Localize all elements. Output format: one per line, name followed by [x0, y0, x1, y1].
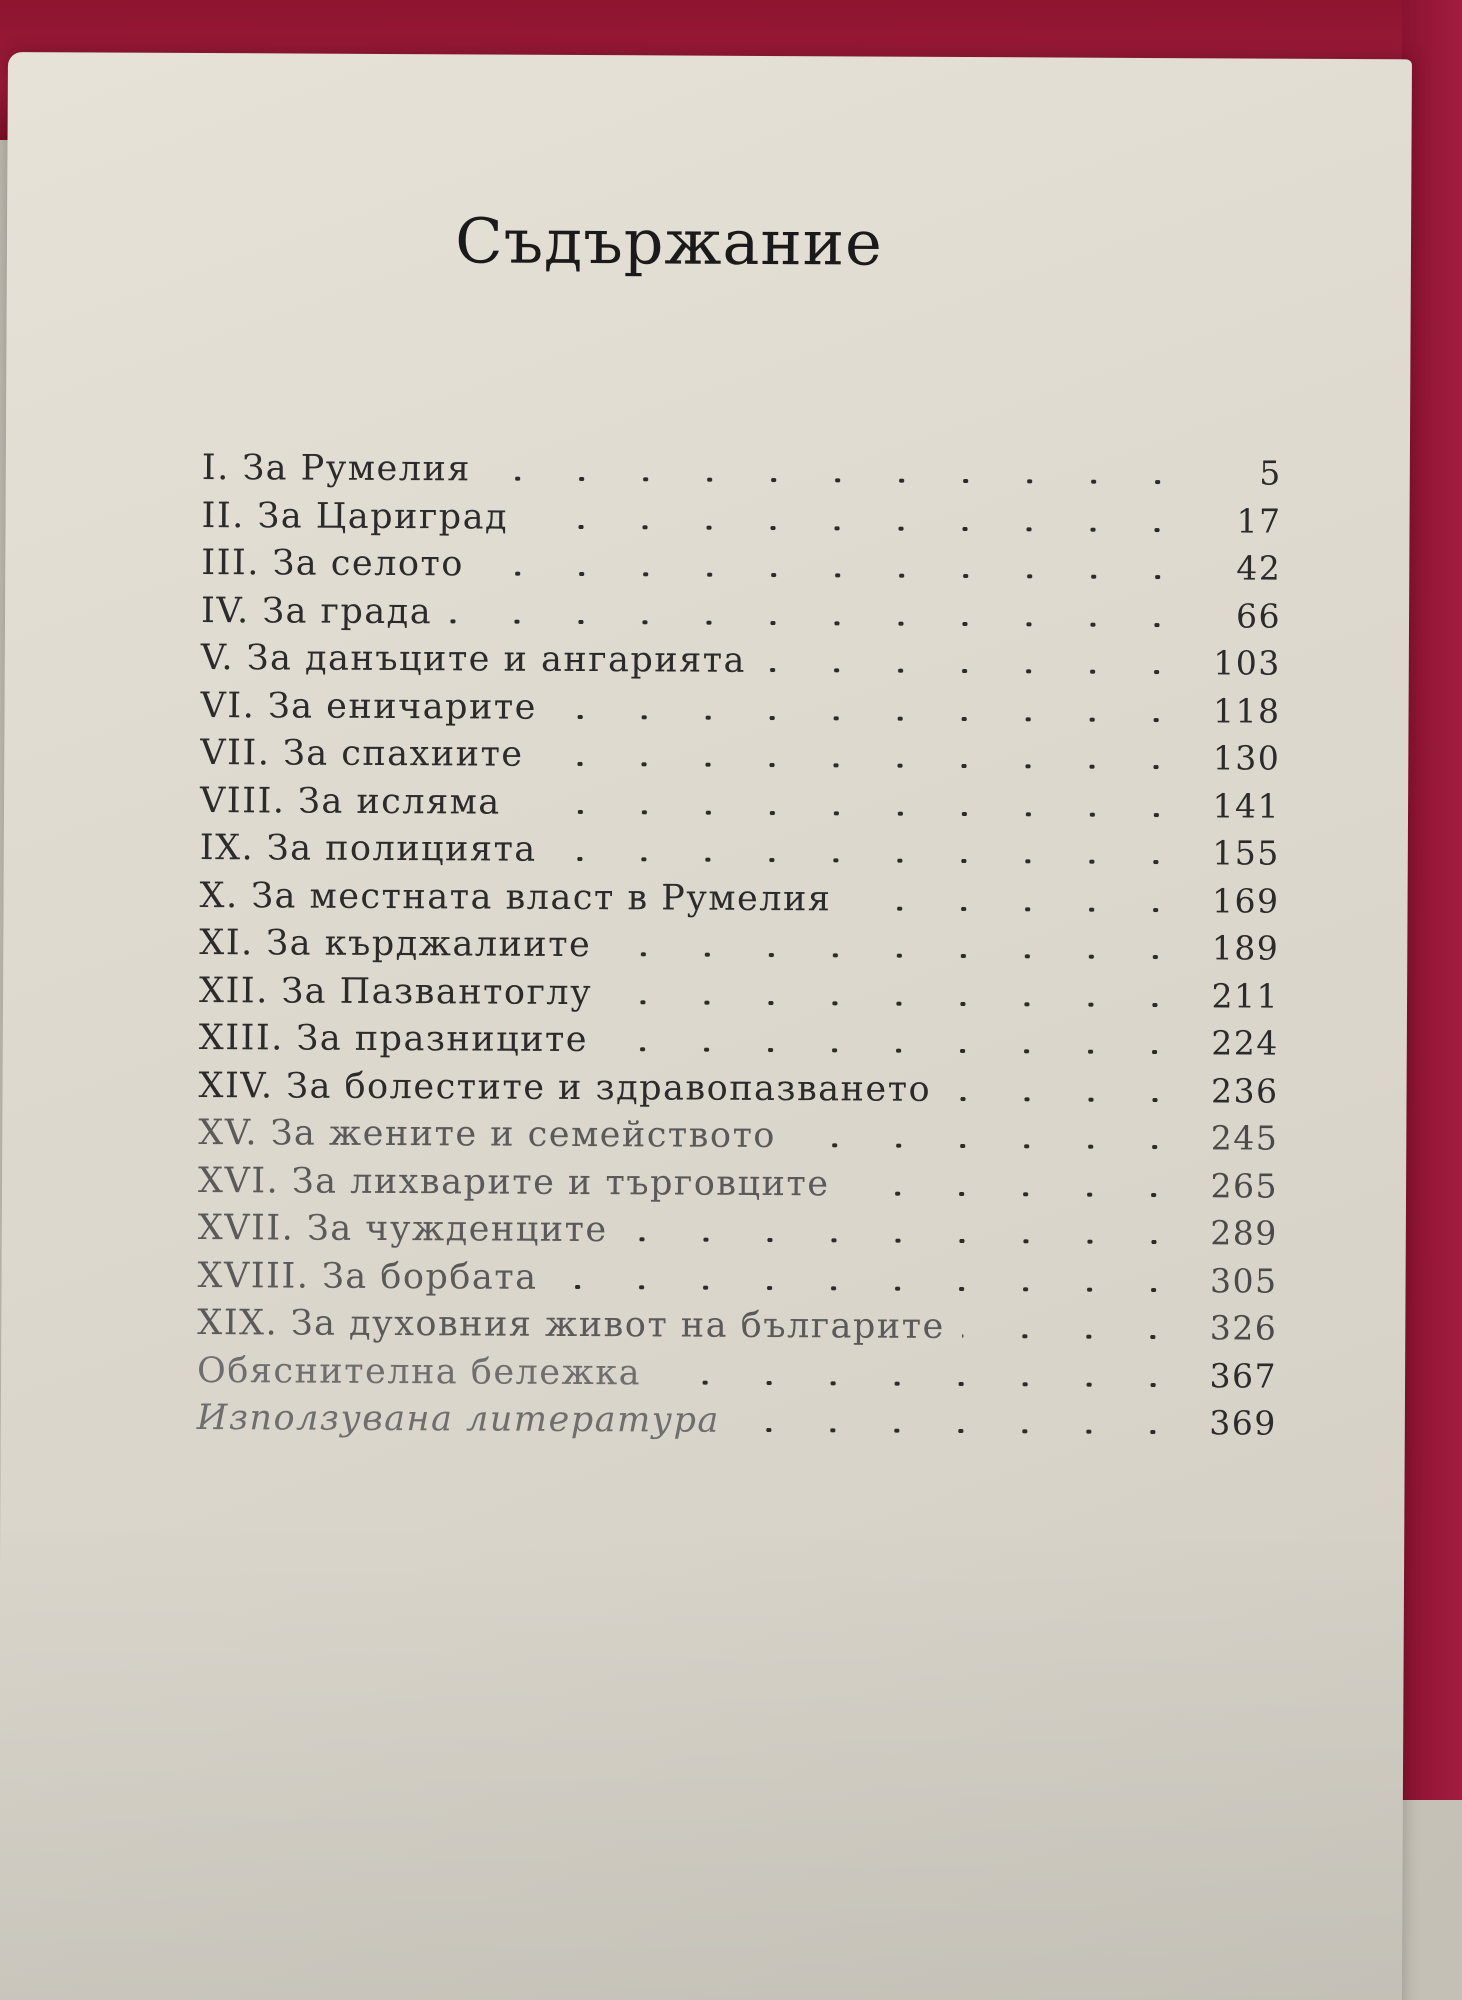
toc-chapter-label: XIV. За болестите и здравопазването: [198, 1065, 932, 1110]
toc-row[interactable]: [201, 591, 1281, 644]
dot-leader: [949, 1096, 1187, 1101]
dot-leader: [963, 1334, 1186, 1339]
toc-page-number: 369: [1209, 1403, 1277, 1443]
toc-row[interactable]: [200, 828, 1280, 881]
toc-chapter-label: VIII. За исляма: [199, 780, 501, 823]
toc-page-number: 189: [1211, 928, 1280, 968]
toc-chapter-label: Използувана литература: [196, 1398, 720, 1441]
dot-leader: [659, 1380, 1185, 1387]
toc-chapter-label: I. За Румелия: [201, 448, 472, 490]
dot-leader: [526, 524, 1190, 531]
toc-chapter-label: III. За селото: [201, 543, 465, 585]
toc-row[interactable]: [199, 923, 1279, 976]
toc-page-number: 236: [1210, 1070, 1279, 1111]
toc-page-number: 245: [1210, 1118, 1279, 1158]
toc-page-number: 326: [1209, 1308, 1278, 1348]
toc-page-number: 141: [1212, 785, 1281, 826]
toc-row[interactable]: [202, 448, 1282, 501]
toc-row[interactable]: [199, 1018, 1279, 1071]
toc-chapter-label: Обяснителна бележка: [196, 1350, 642, 1393]
toc-chapter-label: II. За Цариград: [201, 495, 509, 538]
dot-leader: [555, 714, 1189, 721]
dot-leader: [555, 857, 1188, 864]
table-of-contents: [197, 448, 1282, 1451]
toc-row[interactable]: [198, 1208, 1278, 1261]
toc-chapter-label: XII. За Пазвантоглу: [198, 970, 593, 1013]
toc-row[interactable]: [201, 543, 1281, 596]
dot-leader: [542, 762, 1189, 769]
dot-leader: [609, 952, 1187, 959]
toc-page-number: 5: [1259, 453, 1282, 493]
toc-chapter-label: XV. За жените и семейството: [198, 1113, 777, 1157]
page-shadow: [0, 1512, 1404, 2000]
page-title: Съдържание: [455, 204, 883, 280]
toc-chapter-label: XIX. За духовния живот на българите: [197, 1303, 945, 1347]
toc-row[interactable]: [200, 733, 1280, 786]
toc-chapter-label: IV. За града: [200, 590, 433, 632]
dot-leader: [555, 1284, 1185, 1291]
toc-chapter-label: V. За данъците и ангарията: [200, 638, 747, 681]
dot-leader: [849, 906, 1187, 912]
toc-row[interactable]: [198, 1161, 1278, 1214]
toc-page-number: 103: [1213, 643, 1281, 683]
book-page: [0, 52, 1412, 2000]
toc-row[interactable]: [197, 1351, 1277, 1404]
dot-leader: [519, 809, 1188, 817]
toc-row[interactable]: [197, 1256, 1277, 1309]
toc-row[interactable]: [201, 496, 1281, 549]
toc-row[interactable]: [201, 638, 1281, 691]
toc-chapter-label: XVIII. За борбата: [197, 1255, 538, 1298]
toc-page-number: 155: [1212, 833, 1280, 873]
toc-row[interactable]: [198, 1113, 1278, 1166]
toc-page-number: 305: [1209, 1260, 1278, 1301]
dot-leader: [847, 1191, 1186, 1197]
toc-page-number: 289: [1210, 1213, 1278, 1253]
dot-leader: [764, 668, 1189, 674]
toc-chapter-label: IX. За полицията: [199, 828, 537, 870]
toc-page-number: 118: [1212, 690, 1281, 731]
toc-row[interactable]: [197, 1398, 1277, 1451]
toc-row[interactable]: [197, 1303, 1277, 1356]
toc-chapter-label: XIII. За празниците: [198, 1018, 589, 1061]
toc-chapter-label: X. За местната власт в Румелия: [199, 875, 832, 919]
dot-leader: [738, 1428, 1185, 1434]
book-cover-edge: [1402, 0, 1462, 1800]
dot-leader: [482, 571, 1189, 579]
dot-leader: [606, 1047, 1187, 1054]
toc-page-number: 224: [1211, 1023, 1279, 1063]
dot-leader: [610, 1000, 1187, 1007]
toc-page-number: 130: [1212, 738, 1281, 778]
dot-leader: [794, 1143, 1186, 1149]
toc-row[interactable]: [200, 686, 1280, 739]
toc-row[interactable]: [198, 1066, 1278, 1119]
toc-row[interactable]: [200, 781, 1280, 834]
toc-chapter-label: VII. За спахиите: [200, 733, 524, 775]
toc-row[interactable]: [199, 876, 1279, 929]
toc-page-number: 265: [1210, 1165, 1279, 1206]
toc-page-number: 169: [1211, 880, 1280, 921]
dot-leader: [489, 477, 1190, 485]
toc-page-number: 17: [1236, 500, 1282, 541]
toc-chapter-label: XVII. За чужденците: [197, 1208, 608, 1251]
toc-row[interactable]: [199, 971, 1279, 1024]
dot-leader: [450, 619, 1189, 627]
dot-leader: [626, 1237, 1186, 1244]
toc-page-number: 42: [1236, 548, 1282, 588]
toc-page-number: 66: [1235, 595, 1282, 636]
toc-page-number: 367: [1209, 1355, 1278, 1396]
toc-page-number: 211: [1211, 975, 1280, 1016]
toc-chapter-label: XVI. За лихварите и търговците: [197, 1160, 830, 1204]
toc-chapter-label: VI. За еничарите: [200, 685, 538, 728]
toc-chapter-label: XI. За кърджалиите: [199, 923, 592, 966]
